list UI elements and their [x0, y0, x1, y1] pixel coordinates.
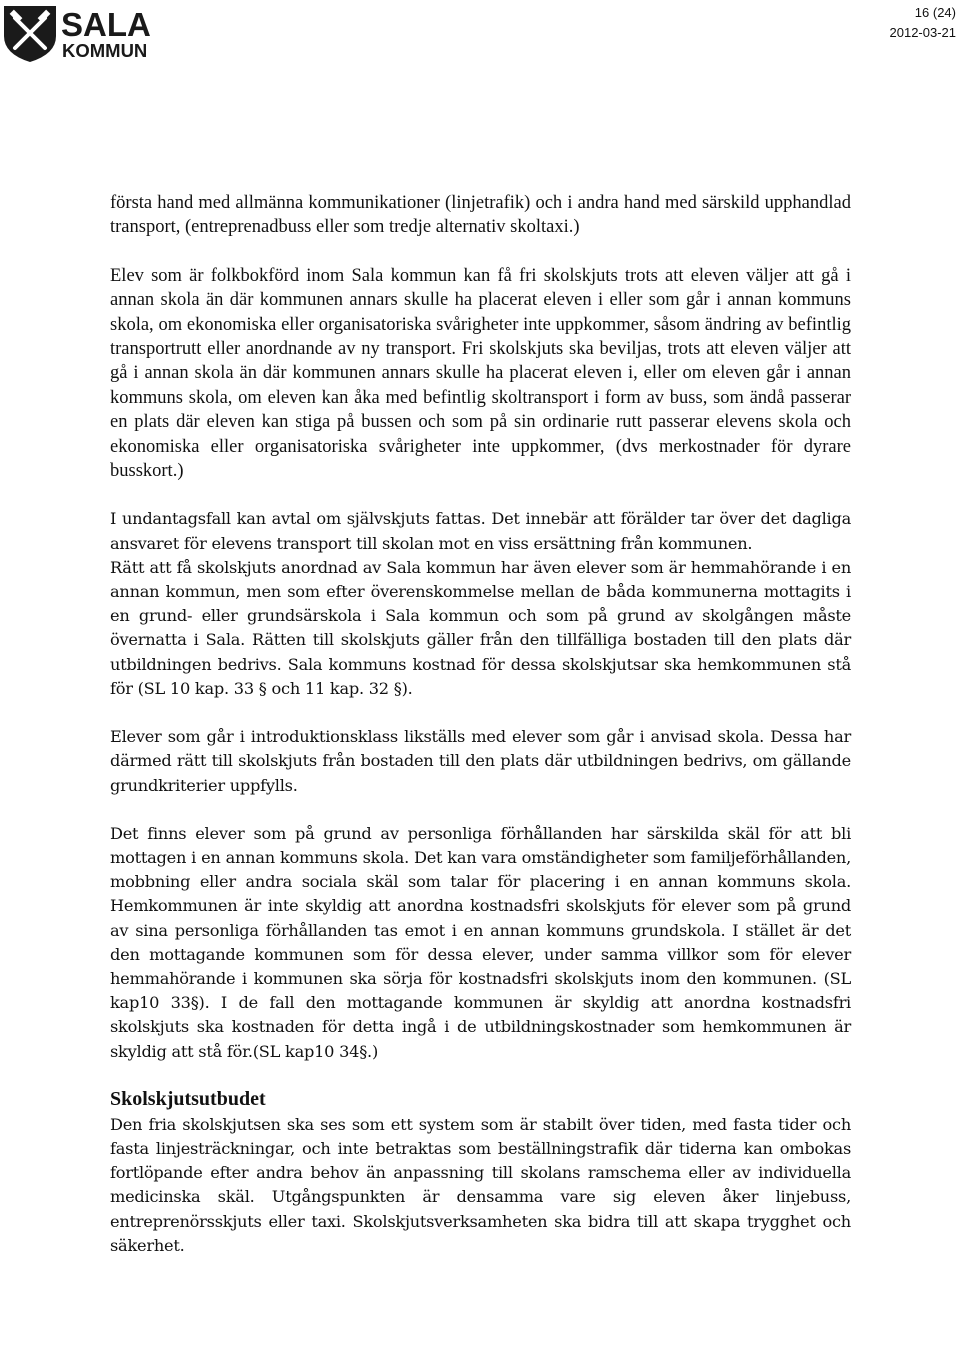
- paragraph-1: första hand med allmänna kommunikationer (linjetrafik) och i andra hand med särskild upphandlad transport, (entreprenadbuss eller som tredje alternativ skoltaxi.): [110, 193, 851, 238]
- paragraph-5: Elever som går i introduktionsklass likställs med elever som går i anvisad skola. Dessa har därmed rätt till skolskjuts från bostaden till den plats där utbildningen bedrivs, om gällande grundkriterier uppfylls.: [110, 727, 851, 795]
- document-date: 2012-03-21: [889, 25, 956, 40]
- paragraph-4: Rätt att få skolskjuts anordnad av Sala kommun har även elever som är hemmahörande i en annan kommun, men som efter överenskommelse mellan de båda kommunerna mottagits i en grund- eller grundsärskola i Sala kommun och som på grund av skolgången måste övernatta i Sala. Rätten till skolskjuts gäller från den tillfälliga bostaden till den plats där utbildningen bedrivs. Sala kommuns kostnad för dessa skolskjutsar ska hemkommunen stå för (SL 10 kap. 33 § och 11 kap. 32 §).: [110, 557, 851, 698]
- section-heading: Skolskjutsutbudet: [110, 1087, 266, 1110]
- paragraph-3: I undantagsfall kan avtal om självskjuts fattas. Det innebär att förälder tar över det dagliga ansvaret för elevens transport till skolan mot en viss ersättning från kommunen.: [110, 509, 851, 553]
- page-number: 16 (24): [914, 5, 956, 20]
- logo-word-kommun: KOMMUN: [62, 40, 148, 61]
- page-header-meta: [890, 3, 957, 43]
- document-body: [110, 191, 851, 1258]
- sala-kommun-logo: [2, 2, 152, 64]
- paragraph-7: Den fria skolskjutsen ska ses som ett system som är stabilt över tiden, med fasta tider och fasta linjesträckningar, och inte betraktas som beställningstrafik där tiderna kan ombokas fortlöpande efter andra behov än anpassning till skolans ramschema eller av individuella medicinska skäl. Utgångspunkten är densamma vare sig eleven åker linjebuss, entreprenörsskjuts eller taxi. Skolskjutsverksamheten ska bidra till att skapa trygghet och säkerhet.: [110, 1114, 851, 1255]
- logo-word-sala: SALA: [61, 6, 151, 43]
- paragraph-2: Elev som är folkbokförd inom Sala kommun kan få fri skolskjuts trots att eleven väljer att gå i annan skola än där kommunen annars skulle ha placerat eleven i eller som går i annan kommuns skola, om ekonomiska eller organisatoriska svårigheter inte uppkommer, såsom ändring av befintlig transportrutt eller anordnande av ny transport. Fri skolskjuts ska beviljas, trots att eleven väljer att gå i annan skola än där kommunen annars skulle ha placerat eleven i, eller om eleven går i annan kommuns skola, om eleven kan åka med befintlig skoltransport i form av buss, som ändå passerar en plats där eleven kan stiga på bussen och som på sin ordinarie rutt passerar elevens skola och ekonomiska eller organisatoriska svårigheter inte uppkommer, (dvs merkostnader för dyrare busskort.): [110, 265, 851, 482]
- paragraph-6: Det finns elever som på grund av personliga förhållanden har särskilda skäl för att bli mottagen i en annan kommuns skola. Det kan vara omständigheter som familjeförhållanden, mobbning eller andra sociala skäl som talar för placering i en annan kommuns skola. Hemkommunen är inte skyldig att anordna kostnadsfri skolskjuts för elever som på grund av sina personliga förhållanden tas emot i en annan kommuns grundskola. I stället är det den mottagande kommunen som för dessa elever, under samma villkor som för elever hemmahörande i kommunen ska sörja för kostnadsfri skolskjuts inom den kommunen. (SL kap10 33§). I de fall den mottagande kommunen är skyldig att anordna kostnadsfri skolskjuts ska kostnaden för detta ingå i de utbildningskostnader som hemkommunen är skyldig att stå för.(SL kap10 34§.): [110, 823, 851, 1061]
